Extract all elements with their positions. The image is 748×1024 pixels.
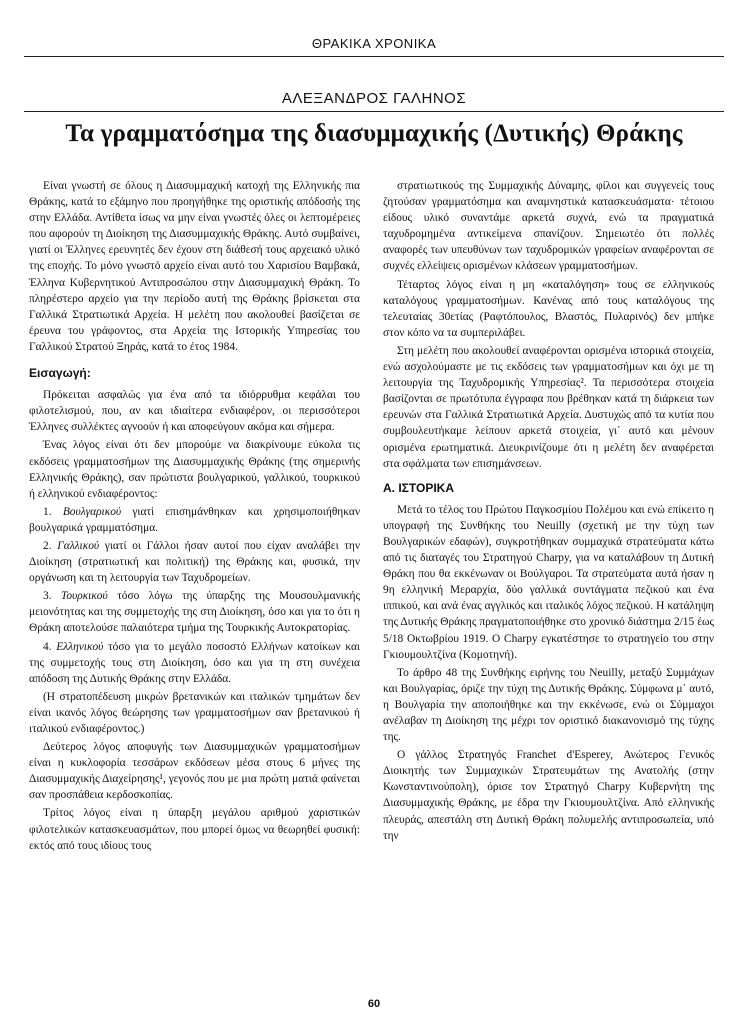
paragraph: Ο γάλλος Στρατηγός Franchet d'Esperey, Ανώτερος Γενικός Διοικητής των Συμμαχικών Στρατευμάτων της Ανατολής (στην Κωνσταντινούπολη), όρισε τον Στρατηγό Charpy Κυβερνήτη της Διασυμμαχικής Θράκης, με έδρα την Γκιουμουλτζίνα. Από ελληνικής πλευράς, απεστάλη στη Δυτική Θράκη πολυμελής αντιπροσωπεία, υπό την [383,749,714,842]
paragraph: Τρίτος λόγος είναι η ύπαρξη μεγάλου αριθμού χαριστικών φιλοτελικών κατασκευασμάτων, που μπορεί όμως να θεωρηθεί φυσική: εκτός από τους ιδίους τους [29,807,360,852]
header-rule [24,56,724,57]
paragraph: Ένας λόγος είναι ότι δεν μπορούμε να διακρίνουμε εύκολα τις εκδόσεις γραμματοσήμων της Διασυμμαχικής Θράκης (της σημερινής Ελληνικής Θράκης), σαν πρώτιστα βουλγαρικού, γαλλικού, τουρκικού ή ελληνικού ενδιαφέροντος: [29,439,360,500]
article-title: Τα γραμματόσημα της διασυμμαχικής (Δυτικής) Θράκης [65,120,683,147]
section-heading-history: Α. ΙΣΤΟΡΙΚΑ [383,480,454,495]
section-heading-introduction: Εισαγωγή: [29,366,91,381]
paragraph: Στη μελέτη που ακολουθεί αναφέρονται ορισμένα ιστορικά στοιχεία, ενώ ασχολούμαστε με τις εκδόσεις των γραμματοσήμων και όχι με τη λειτουργία της Ταχυδρομικής Υπηρεσίας². Τα περισσότερα στοιχεία βασίζονται σε πρωτότυπα έγγραφα που βρέθηκαν κατά τη διάρκεια των ερευνών στα Γαλλικά Στρατιωτικά Αρχεία. Δυστυχώς από τα κυτία που συμβουλευτήκαμε λείπουν αρκετά στοιχεία, γι᾽ αυτό και μένουν ορισμένα ερωτηματικά. Διευκρινίζουμε ότι η μελέτη δεν αναφέρεται στα σφάλματα των επισημάνσεων. [383,344,714,470]
page-number: 60 [367,998,381,1010]
paragraph: Δεύτερος λόγος αποφυγής των Διασυμμαχικών γραμματοσήμων είναι η κυκλοφορία τεσσάρων εκδόσεων μέσα στους 6 μήνες της Διασυμμαχικής Διαχείρησης¹, γεγονός που με μια πρώτη ματιά φαίνεται σαν προσπάθεια κερδοσκοπίας. [29,741,360,802]
paragraph: Το άρθρο 48 της Συνθήκης ειρήνης του Neuilly, μεταξύ Συμμάχων και Βουλγαρίας, όριζε την τύχη της Δυτικής Θράκης. Σύμφωνα μ᾽ αυτό, η Βουλγαρία την αποποιήθηκε και την εκκένωσε, ενώ οι Σύμμαχοι ανέλαβαν τη Διοίκηση της μέχρι τον οριστικό διακανονισμό της τύχης της. [383,666,714,744]
paragraph: (Η στρατοπέδευση μικρών βρετανικών και ιταλικών τμημάτων δεν είναι ικανός λόγος θεώρησης των γραμματοσήμων σαν βρετανικού ή ιταλικού ενδιαφέροντος.) [29,690,360,735]
intro-paragraph: Είναι γνωστή σε όλους η Διασυμμαχική κατοχή της Ελληνικής πια Θράκης, κατά το εξάμηνο που προηγήθηκε της οριστικής απόδοσής της στην Ελλάδα. Αντίθετα ίσως να μην είναι γνωστές όλες οι λεπτομέρειες που αφορούν τη Διοίκηση της Διασυμμαχικής Θράκης. Αυτό συμβαίνει, γιατί οι Έλληνες ερευνητές δεν έχουν στη διάθεσή τους αρχειακό υλικό της εποχής. Το μόνο γνωστό αρχείο είναι αυτό του Χαρισίου Βαμβακά, Έλληνα Κυβερνητικού Αντιπροσώπου στην Διασυμμαχική Θράκη. Το πληρέστερο αρχείο για την περίοδο αυτή της Θράκης βρίσκεται στα Γαλλικά Στρατιωτικά Αρχεία. Η μελέτη που ακολουθεί βασίζεται σε έρευνα του γράφοντος, στα Αρχεία της Ιστορικής Υπηρεσίας του Γαλλικού Στρατού Ξηράς, κατά το έτος 1984. [29,180,360,353]
running-header: ΘΡΑΚΙΚΑ ΧΡΟΝΙΚΑ [311,36,437,51]
right-column [383,178,714,846]
list-item: 1. Βουλγαρικού γιατί επισημάνθηκαν και χρησιμοποιήθηκαν βουλγαρικά γραμματόσημα. [29,505,360,534]
list-item: 2. Γαλλικού γιατί οι Γάλλοι ήσαν αυτοί που είχαν αναλάβει την Διοίκηση (στρατιωτική και πολιτική) της Θράκης και, φυσικά, την οργάνωση και τη λειτουργία των Ταχυδρομείων. [29,539,360,585]
author-name: ΑΛΕΞΑΝΔΡΟΣ ΓΑΛΗΝΟΣ [281,90,467,107]
left-column [29,178,360,856]
author-rule [24,111,724,112]
paragraph: Τέταρτος λόγος είναι η μη «καταλόγηση» τους σε ελληνικούς καταλόγους γραμματοσήμων. Κανένας από τους καταλόγους της τελευταίας 30ετίας (Ραφτόπουλος, Βλαστός, Πυλαρινός) δεν μπήκε στον κόπο να τα συμπεριλάβει. [383,278,714,339]
paragraph: Μετά το τέλος του Πρώτου Παγκοσμίου Πολέμου και ενώ επίκειτο η υπογραφή της Συνθήκης του Neuilly (σχετική με την τύχη των Βουλγαρικών εδαφών), συγκροτήθηκαν συμμαχικά στρατεύματα κάτω από τις διαταγές του Στρατηγού Charpy, για να καταλάβουν τη Δυτική Θράκη που θα εκκένωναν οι Βούλγαροι. Τα στρατεύματα αυτά ήσαν η 9η ελληνική Μεραρχία, δύο γαλλικά συντάγματα πεζικού και ένα ιππικού, και ανά ένας αγγλικός και ιταλικός λόχος πεζικού. Η κατάληψη της Δυτικής Θράκης πραγματοποιήθηκε στο χρονικό διάστημα 2/15 έως 5/18 Οκτωβρίου 1919. Ο Charpy εγκατέστησε το στρατηγείο του στην Γκιουμουλτζίνα (Κομοτηνή). [383,503,714,661]
paragraph: Πρόκειται ασφαλώς για ένα από τα ιδιόρρυθμα κεφάλαι του φιλοτελισμού, που, αν και ιδιαίτερα ενδιαφέρον, οι περισσότεροι Έλληνες συλλέκτες αγνοούν ή και αποφεύγουν ακόμα και σήμερα. [29,389,360,434]
paragraph: στρατιωτικούς της Συμμαχικής Δύναμης, φίλοι και συγγενείς τους ζητούσαν γραμματόσημα και αναμνηστικά κατασκευάσματα· τέτοιου είδους υλικό συναντάμε αρκετά συχνά, ενώ τα πραγματικά ταχυδρομημένα αντικείμενα σπανίζουν. Σημειωτέο ότι πολλές αναφορές των υπευθύνων των ταχυδρομικών γραφείων αναφέρονται σε συχνές ελλείψεις ορισμένων κλάσεων γραμματοσήμων. [383,180,714,273]
list-item: 4. Ελληνικού τόσο για το μεγάλο ποσοστό Ελλήνων κατοίκων και της συμμετοχής τους στη Διοίκηση, όσο και για τη στη συνέχεια απόδοση της Δυτικής Θράκης στην Ελλάδα. [29,640,360,685]
list-item: 3. Τουρκικού τόσο λόγω της ύπαρξης της Μουσουλμανικής μειονότητας και της συμμετοχής της στη Διοίκηση, όσο και για το ότι η Θράκη αποτελούσε παλαιότερα τμήμα της Τουρκικής Αυτοκρατορίας. [29,590,360,635]
